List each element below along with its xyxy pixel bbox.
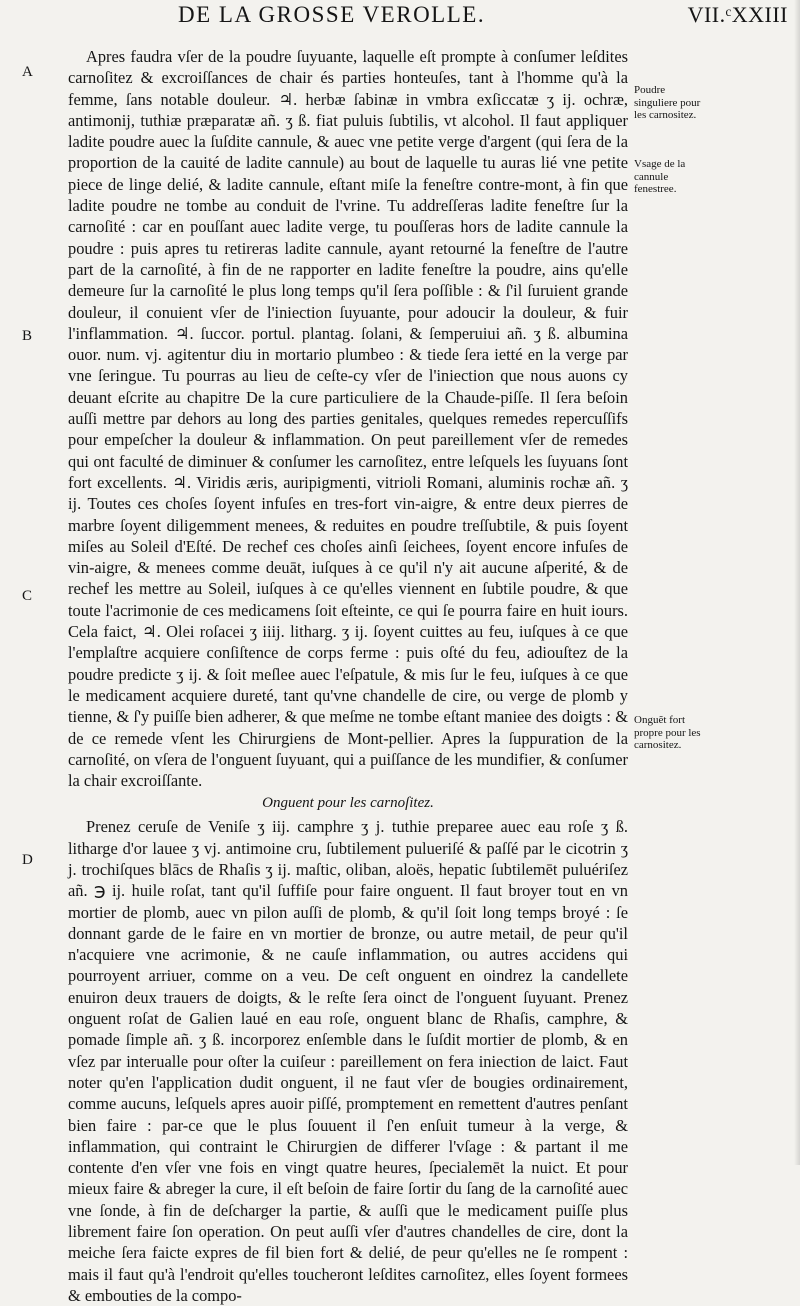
main-text-block	[68, 46, 628, 1306]
paper-edge-shadow	[794, 0, 800, 1165]
paragraph-onguent: Prenez ceruſe de Veniſe ʒ iij. camphre ʒ j. tuthie preparee auec eau roſe ʒ ß. litharge d'or lauee ʒ vj. antimoine cru, ſubtilement pulueriſé & paſſé par le cicotrin ʒ j. trochiſques blācs de Rhaſis ʒ ij. maſtic, oliban, aloës, hepatic ſubtilemēt puluériſez añ. ℈ ij. huile roſat, tant qu'il ſuffiſe pour faire onguent. Il faut broyer tout en vn mortier de plomb, auec vn pilon auſſi de plomb, & qu'il ſoit long temps broyé : ſe donnant garde de le faire en vn mortier de bronze, ou autre metail, de peur qu'il n'acquiere vne acrimonie, & ne cauſe inflammation, ou autres accidens qui pourroyent arriuer, comme on a veu. De ceſt onguent en oindrez la candellete enuiron deux trauers de doigts, & le reſte ſera oinct de l'onguent ſuyuant. Prenez onguent roſat de Galien laué en eau roſe, onguent blanc de Rhaſis, camphre, & pomade ſimple añ. ʒ ß. incorporez enſemble dans le ſuſdit mortier de plomb, & en vſez par interualle pour oſter la cuiſeur : pareillement on fera iniection de laict. Faut noter qu'en l'application dudit onguent, il ne faut vſer de bougies ordinairement, comme aucuns, leſquels apres auoir piſſé, promptement en remettent d'autres penſant bien faire : par-ce que le plus ſouuent il ſ'en enſuit tumeur à la verge, & inflammation, qui contraint le Chirurgien de differer l'vſage : & partant il me contente d'en vſer vne fois en vingt quatre heures, ſpecialemēt la nuict. Et pour mieux faire & abreger la cure, il eſt beſoin de faire ſortir du ſang de la carnoſité auec vne ſonde, à fin de deſcharger la partie, & auſſi que le medicament puiſſe plus librement faire ſon operation. On peut auſſi vſer d'autres chandelles de cire, dont la meiche ſera faicte expres de fil bien fort & delié, de peur qu'elles ne ſe rompent : mais il faut qu'à l'endroit qu'elles toucheront leſdites carnoſitez, elles ſoyent formees & embouties de la compo-	[68, 817, 628, 1305]
margin-note-onguent: Onguẽt fort propre pour les carnositez.	[634, 714, 701, 751]
running-title: DE LA GROSSE VEROLLE.	[178, 2, 486, 27]
margin-note-cannule: Vsage de la cannule fenestree.	[634, 158, 686, 195]
section-letter-a: A	[22, 64, 33, 80]
section-letter-b: B	[22, 328, 33, 344]
page-header	[0, 2, 800, 42]
section-subheading: Onguent pour les carnoſitez.	[262, 795, 434, 812]
margin-note-poudre: Poudre singuliere pour les carnositez.	[634, 84, 701, 121]
section-letter-d: D	[22, 852, 33, 868]
section-letter-c: C	[22, 588, 33, 604]
paragraph-poudre: Apres faudra vſer de la poudre ſuyuante, laquelle eſt prompte à conſumer leſdites carnoſitez & excroiſſances de chair és parties honteuſes, tant à l'homme qu'à la femme, ſans notable douleur. ♃. herbæ ſabinæ in vmbra exſiccatæ ʒ ij. ochræ, antimonij, tuthiæ præparatæ añ. ʒ ß. fiat puluis ſubtilis, vt alcohol. Il faut appliquer ladite poudre auec la ſuſdite cannule, & auec vne petite verge d'argent (qui ſera de la proportion de la cauité de ladite cannule) au bout de laquelle tu auras lié vne petite piece de linge delié, & ladite cannule, eſtant miſe la feneſtre contre-mont, à fin que ladite poudre ne tombe au conduit de l'vrine. Tu addreſſeras ladite feneſtre ſur la carnoſité : car en pouſſant auec ladite verge, tu pouſſeras hors de ladite cannule la poudre : puis apres tu retireras ladite cannule, ayant retourné la feneſtre de l'autre part de la carnoſité, à fin de ne rapporter en ladite feneſtre la poudre, ains qu'elle demeure ſur la carnoſité le plus long temps qu'il ſera poſſible : & ſ'il ſuruient grande douleur, il conuient vſer de l'iniection ſuyuante, pour adoucir la douleur, & fuir l'inflammation. ♃. ſuccor. portul. plantag. ſolani, & ſemperuiui añ. ʒ ß. albumina ouor. num. vj. agitentur diu in mortario plumbeo : & tiede ſera ietté en la verge par vne ſeringue. Tu pourras au lieu de ceſte-cy vſer de l'iniection que nous auons cy deuant eſcrite au chapitre De la cure particuliere de la Chaude-piſſe. Il ſera beſoin auſſi mettre par dehors au long des parties genitales, quelques remedes repercuſſifs pour empeſcher la douleur & inflammation. On peut pareillement vſer de remedes qui ont faculté de diminuer & conſumer les carnoſitez, entre leſquels les ſuyuans ſont fort excellents. ♃. Viridis æris, auripigmenti, vitrioli Romani, aluminis rochæ añ. ʒ ij. Toutes ces choſes ſoyent infuſes en tres-fort vin-aigre, & entre deux pierres de marbre ſoyent diligemment menees, & reduites en poudre treſſubtile, & puis ſoyent miſes au Soleil d'Eſté. De rechef ces choſes ainſi ſeichees, ſoyent encore infuſes de vin-aigre, & menees comme deuāt, iuſques à ce qu'il n'y ait aucune aſperité, & de rechef les mettre au Soleil, iuſques à ce qu'elles viennent en ſubtile poudre, & que toute l'acrimonie de ces medicamens ſoit eſteinte, ce qui ſe pourra faire en huit iours. Cela faict, ♃. Olei roſacei ʒ iiij. litharg. ʒ ij. ſoyent cuittes au feu, iuſques à ce que l'emplaſtre acquiere conſiſtence de corps ferme : puis oſté du feu, adiouſtez de la poudre predicte ʒ ij. & ſoit meſlee auec l'eſpatule, & mis ſur le feu, iuſques à ce que le medicament acquiere dureté, tant qu'vne chandelle de cire, ou verge de plomb y tienne, & ſ'y puiſſe bien adherer, & que meſme ne tombe eſtant maniee des doigts : & de ce remede vſent les Chirurgiens de Mont-pellier. Apres la ſuppuration de la carnoſité, on vſera de l'onguent ſuyuant, qui a puiſſance de les mundifier, & conſumer la chair excroiſſante.	[68, 47, 628, 791]
folio-number: VII.ᶜXXIII	[687, 2, 788, 27]
